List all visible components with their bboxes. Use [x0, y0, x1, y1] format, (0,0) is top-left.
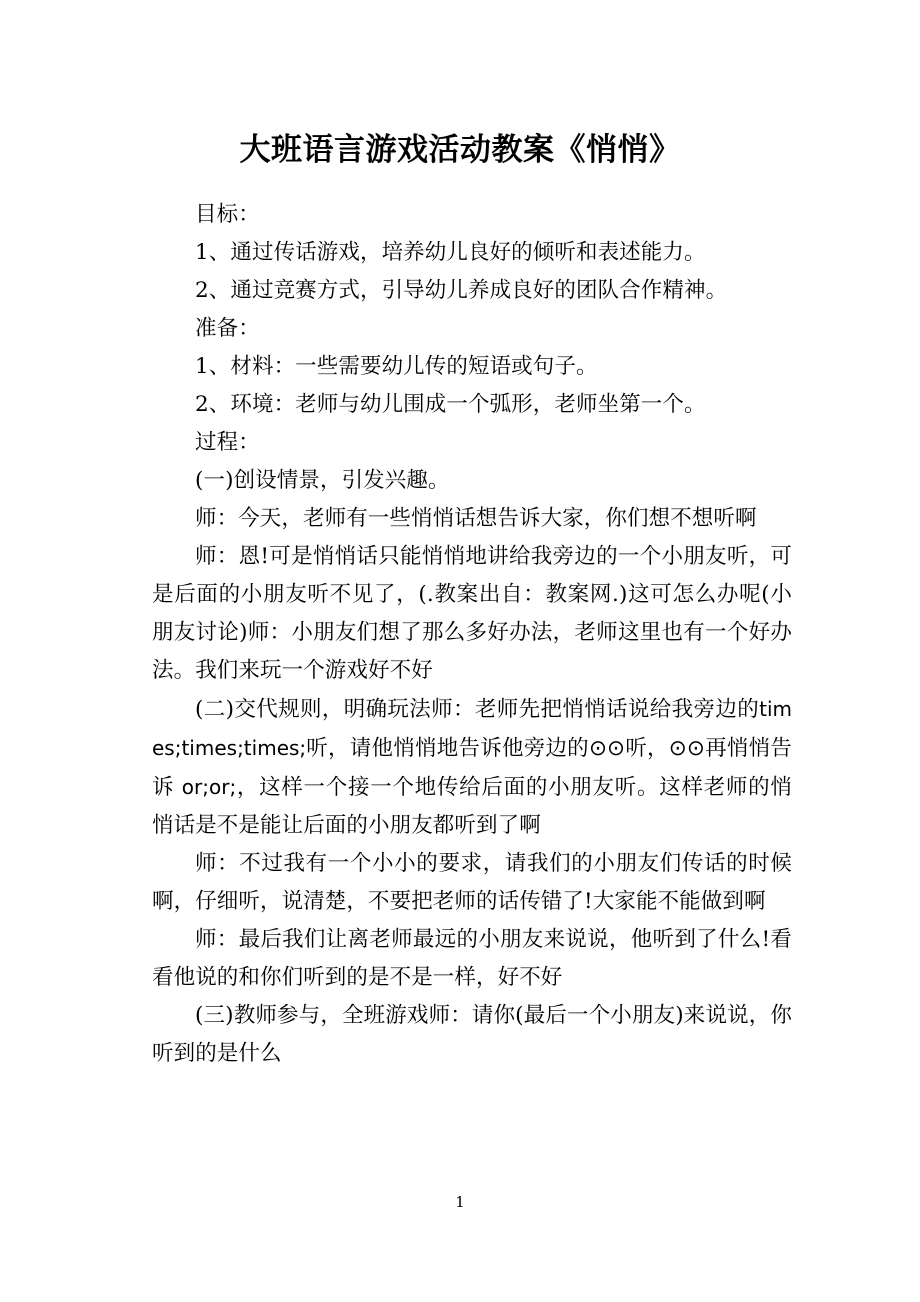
paragraph-section-three-participation: (三)教师参与，全班游戏师：请你(最后一个小朋友)来说说，你听到的是什么: [152, 1003, 792, 1066]
rules-text-mid-2: 听，: [625, 736, 669, 761]
paragraph-teacher-line-2: 师：恩!可是悄悄话只能悄悄地讲给我旁边的一个小朋友听，可是后面的小朋友听不见了，(.教案出自：教案网.)这可怎么办呢(小朋友讨论)师：小朋友们想了那么多好办法，老师这里也有一个好办法。我们来玩一个游戏好不好: [152, 544, 792, 683]
circled-dot-icon-pair-1: ⊙⊙: [588, 736, 626, 761]
paragraph-section-one-heading: (一)创设情景，引发兴趣。: [195, 468, 450, 493]
paragraph-teacher-line-3: 师：不过我有一个小小的要求，请我们的小朋友们传话的时候啊，仔细听，说清楚，不要把老师的话传错了!大家能不能做到啊: [152, 851, 792, 914]
paragraph-teacher-line-1: 师：今天，老师有一些悄悄话想告诉大家，你们想不想听啊: [195, 506, 757, 531]
rules-text-mid-3: 再悄悄告诉: [152, 736, 792, 800]
paragraph-preparation-2: 2、环境：老师与幼儿围成一个弧形，老师坐第一个。: [195, 392, 706, 417]
document-body: [152, 196, 792, 1073]
paragraph-teacher-line-4: 师：最后我们让离老师最远的小朋友来说说，他听到了什么!看看他说的和你们听到的是不是一样，好不好: [152, 927, 792, 990]
paragraph-objective-1: 1、通过传话游戏，培养幼儿良好的倾听和表述能力。: [195, 240, 706, 265]
page-title: 大班语言游戏活动教案《悄悄》: [239, 131, 681, 168]
page-number: 1: [455, 1193, 465, 1211]
rules-latin-times: times;times;times;: [152, 697, 792, 760]
circled-dot-icon-pair-2: ⊙⊙: [668, 736, 706, 761]
rules-latin-or: or;or;: [181, 775, 237, 799]
paragraph-preparation-heading: 准备：: [195, 316, 260, 341]
rules-text-suffix: ，这样一个接一个地传给后面的小朋友听。这样老师的悄悄话是不是能让后面的小朋友都听到了啊: [152, 775, 792, 838]
rules-text-prefix: (二)交代规则，明确玩法师：老师先把悄悄话说给我旁边的: [195, 697, 760, 722]
paragraph-preparation-1: 1、材料：一些需要幼儿传的短语或句子。: [195, 354, 598, 379]
paragraph-section-two-rules: [152, 690, 792, 845]
paragraph-process-heading: 过程：: [195, 430, 260, 455]
paragraph-objectives-heading: 目标：: [195, 202, 260, 227]
rules-text-mid-1: 听，请他悄悄地告诉他旁边的: [306, 736, 589, 761]
paragraph-objective-2: 2、通过竞赛方式，引导幼儿养成良好的团队合作精神。: [195, 278, 728, 303]
